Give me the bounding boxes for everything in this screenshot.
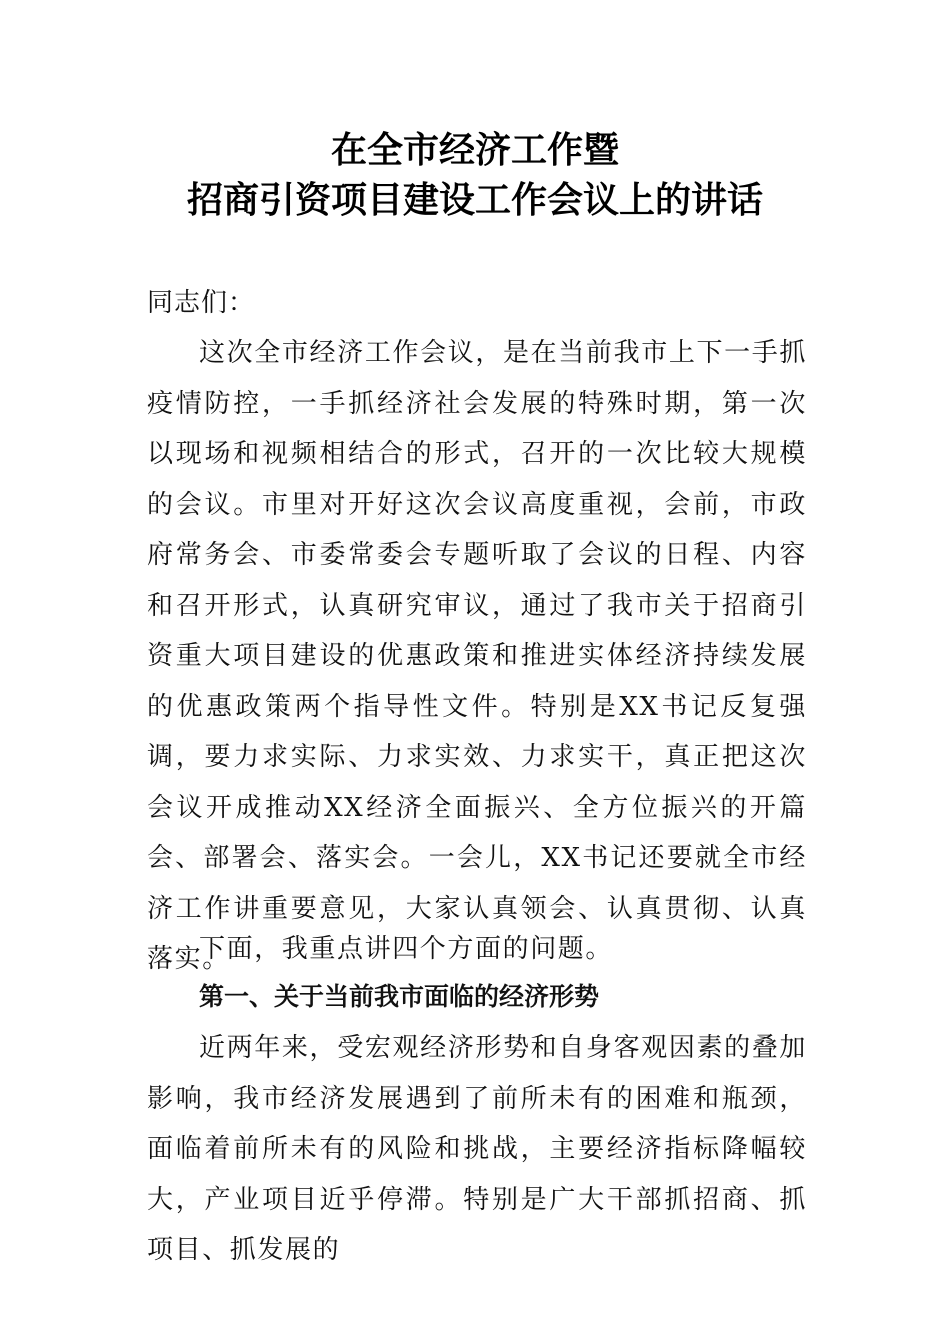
body-block-2 <box>147 924 807 975</box>
paragraph-3: 近两年来，受宏观经济形势和自身客观因素的叠加影响，我市经济发展遇到了前所未有的困难和瓶颈，面临着前所未有的风险和挑战，主要经济指标降幅较大，产业项目近乎停滞。特别是广大干部抓招商、抓项目、抓发展的 <box>147 1033 807 1265</box>
paragraph-1: 这次全市经济工作会议，是在当前我市上下一手抓疫情防控，一手抓经济社会发展的特殊时期，第一次以现场和视频相结合的形式，召开的一次比较大规模的会议。市里对开好这次会议高度重视，会前，市政府常务会、市委常委会专题听取了会议的日程、内容和召开形式，认真研究审议，通过了我市关于招商引资重大项目建设的优惠政策和推进实体经济持续发展的优惠政策两个指导性文件。特别是XX书记反复强调，要力求实际、力求实效、力求实干，真正把这次会议开成推动XX经济全面振兴、全方位振兴的开篇会、部署会、落实会。一会儿，XX书记还要就全市经济工作讲重要意见，大家认真领会、认真贯彻、认真落实。 <box>147 338 807 974</box>
body-block-3 <box>147 1023 807 1276</box>
document-title-line-1: 在全市经济工作暨 <box>330 129 619 171</box>
body-block-1 <box>147 328 807 985</box>
greeting: 同志们： <box>147 288 256 318</box>
paragraph-2: 下面，我重点讲四个方面的问题。 <box>199 934 614 964</box>
document-title-line-2: 招商引资项目建设工作会议上的讲话 <box>186 179 763 221</box>
section-heading-1: 第一、关于当前我市面临的经济形势 <box>199 982 600 1011</box>
